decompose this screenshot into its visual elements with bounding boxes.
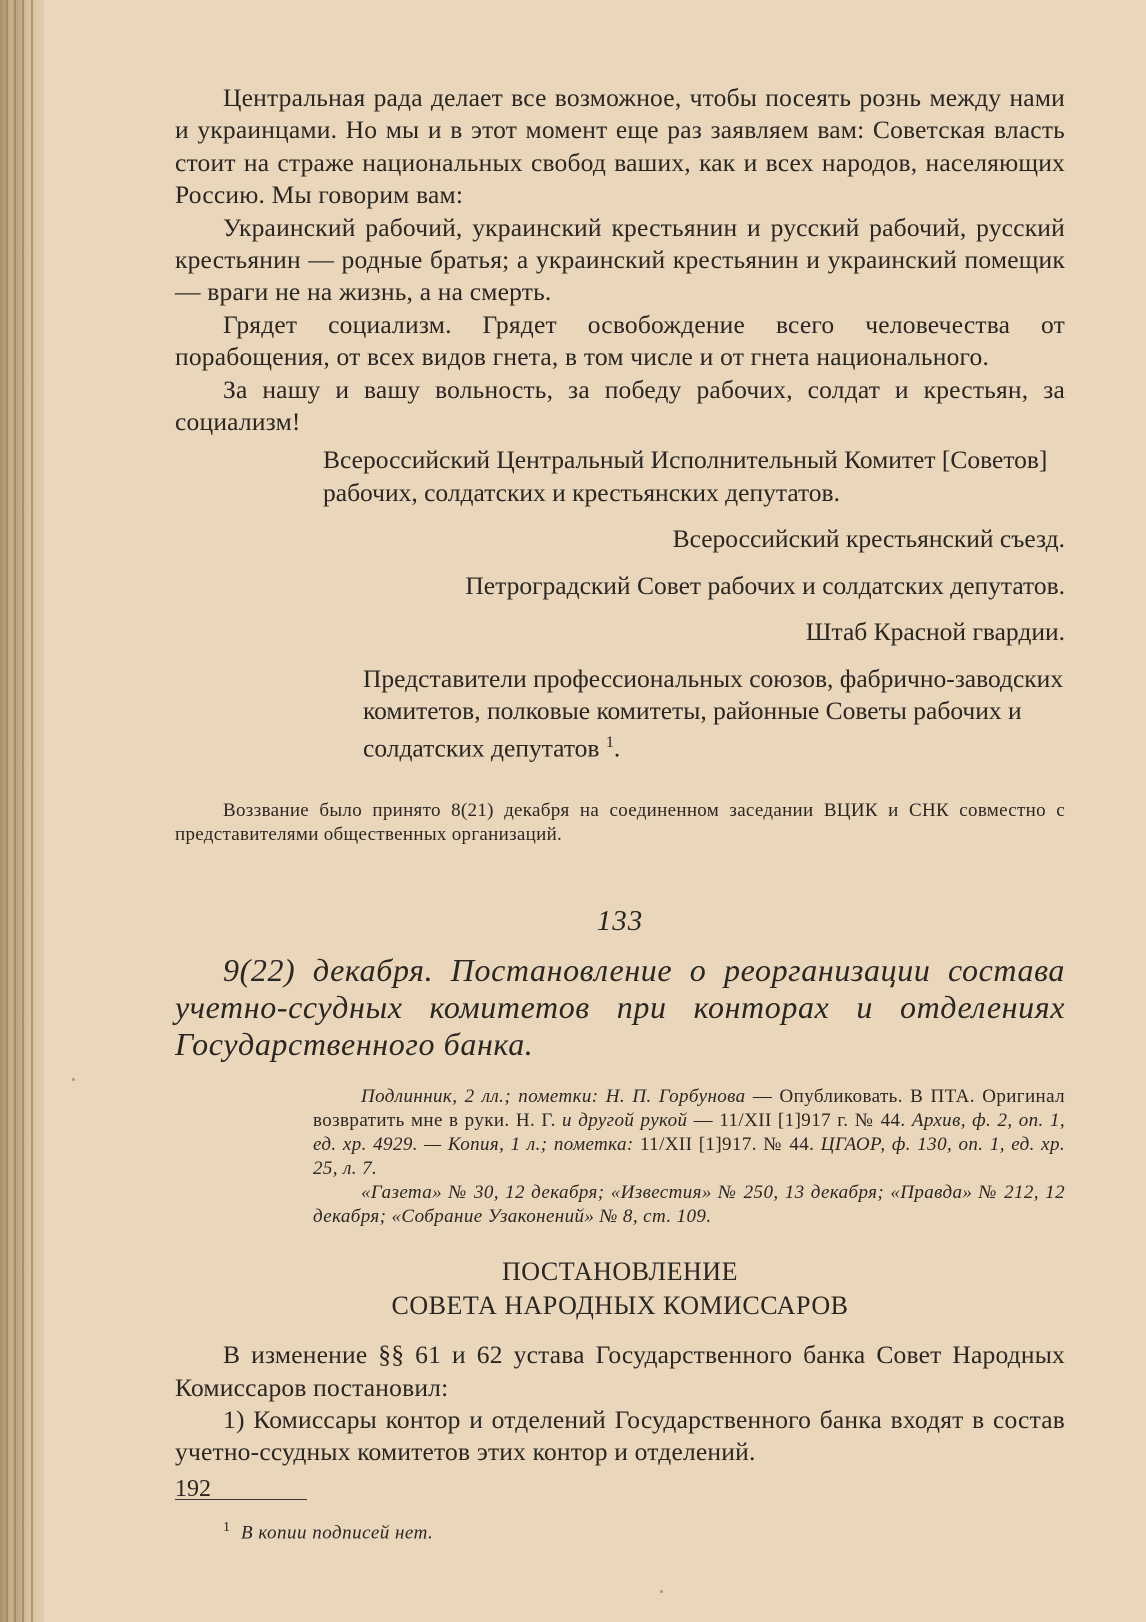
source-part: и другой рукой [562, 1110, 688, 1132]
appeal-paragraph: Грядет социализм. Грядет освобождение всего человечества от порабощения, от всех видов гнета, в том числе и от гнета национального. [175, 309, 1065, 372]
signature-representatives-end: . [613, 733, 621, 763]
decree-heading-subtitle: СОВЕТА НАРОДНЫХ КОМИССАРОВ [391, 1291, 849, 1321]
signature-representatives-text: Представители профессиональных союзов, фабрично-заводских комитетов, полковые комитеты, районные Советы рабочих и солдатских депутатов [363, 663, 1064, 763]
document-title: 9(22) декабря. Постановление о реорганизации состава учетно-ссудных комитетов при конторах и отделениях Государственного банка. [175, 952, 1065, 1063]
signature-peasant-congress: Всероссийский крестьянский съезд. [672, 524, 1065, 554]
source-part: Архив, ф. 2, оп. 1, ед. хр. 4929. — Копия, 1 л.; пометка: [313, 1110, 1066, 1156]
footnote-mark: 1 [223, 1520, 231, 1536]
decree-paragraph: 1) Комиссары контор и отделений Государственного банка входят в состав учетно-ссудных комитетов этих контор и отделений. [175, 1405, 1065, 1467]
source-publications [313, 1181, 1065, 1229]
page-number: 192 [175, 1476, 211, 1502]
source-archival [313, 1085, 1065, 1181]
signature-representatives [363, 663, 1065, 766]
source-part: 11/XII [1]917. № 44. [639, 1134, 821, 1156]
source-part: — 11/XII [1]917 г. № 44. [687, 1110, 912, 1132]
footnote-reference: 1 [605, 734, 614, 752]
source-part: «Газета» № 30, 12 декабря; «Известия» № 250, 13 декабря; «Правда» № 212, 12 декабря; «Собрание Узаконений» № 8, ст. 109. [313, 1182, 1065, 1228]
source-part: — Опубликовать. В ПТА. Оригинал возвратить мне в руки. Н. Г. [313, 1086, 1065, 1132]
spine-line [6, 0, 8, 1622]
appeal-paragraph: Центральная рада делает все возможное, чтобы посеять рознь между нами и украинцами. Но мы и в этот момент еще раз заявляем вам: Советская власть стоит на страже национальных свобод ваших, как и всех народов, населяющих Россию. Мы говорим вам: [175, 83, 1065, 210]
spine-line [31, 0, 33, 1622]
signature-petrograd-soviet: Петроградский Совет рабочих и солдатских депутатов. [465, 570, 1065, 600]
signatures [175, 444, 1065, 765]
source-part: Подлинник, 2 лл.; пометки: Н. П. Горбунова [361, 1086, 746, 1108]
footnote-text: В копии подписей нет. [241, 1522, 434, 1544]
source-references [313, 1085, 1065, 1229]
decree-heading: ПОСТАНОВЛЕНИЕ [502, 1257, 738, 1287]
spine-line [14, 0, 16, 1622]
editorial-note: Воззвание было принято 8(21) декабря на соединенном заседании ВЦИК и СНК совместно с представителями общественных организаций. [175, 800, 1065, 846]
footnote [223, 1520, 1065, 1544]
document-number: 133 [596, 905, 644, 938]
appeal-paragraph: За нашу и вашу вольность, за победу рабочих, солдат и крестьян, за социализм! [175, 374, 1065, 437]
signature-red-guard: Штаб Красной гвардии. [805, 617, 1065, 647]
source-part: ЦГАОР, ф. 130, оп. 1, ед. хр. 25, л. 7. [313, 1134, 1066, 1180]
paper-speck [660, 1590, 663, 1593]
spine-line [22, 0, 24, 1622]
decree-paragraph: В изменение §§ 61 и 62 устава Государственного банка Совет Народных Комиссаров постановил: [175, 1340, 1065, 1402]
paper-speck [72, 1078, 75, 1081]
document-page [175, 82, 1065, 1545]
appeal-paragraph: Украинский рабочий, украинский крестьянин и русский рабочий, русский крестьянин — родные братья; а украинский крестьянин и украинский помещик — враги не на жизнь, а на смерть. [175, 212, 1065, 307]
signature-vtsik: Всероссийский Центральный Исполнительный Комитет [Советов] рабочих, солдатских и крестьянских депутатов. [323, 445, 1048, 507]
